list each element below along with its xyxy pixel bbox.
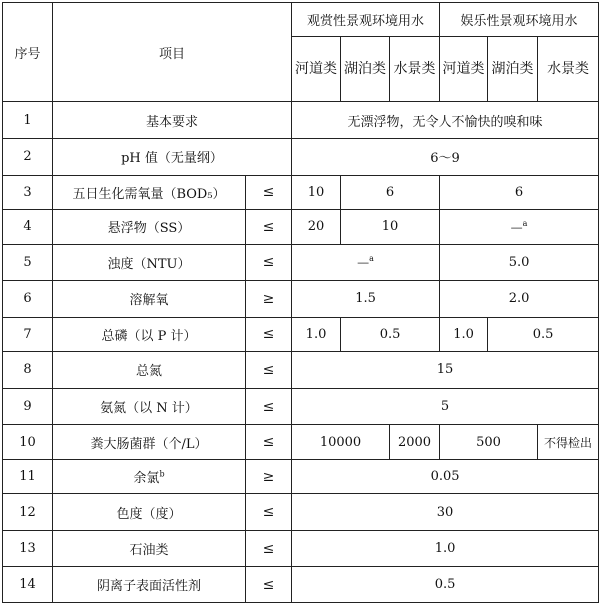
row-item: 溶解氧	[53, 281, 246, 318]
row-item	[53, 459, 246, 494]
row-item: 五日生化需氧量（BOD₅）	[53, 175, 246, 210]
row-value: 1.5	[292, 281, 440, 318]
row-operator: ≤	[246, 567, 292, 603]
row-operator: ≤	[246, 317, 292, 352]
row-number: 13	[3, 530, 53, 567]
header-sub-river-1: 河道类	[292, 36, 341, 102]
row-number: 7	[3, 317, 53, 352]
row-value: 无漂浮物，无令人不愉快的嗅和味	[292, 102, 599, 139]
header-item: 项目	[53, 3, 292, 102]
row-item: 氨氮（以 N 计）	[53, 388, 246, 425]
row-value: 1.0	[292, 530, 599, 567]
row-operator: ≤	[246, 530, 292, 567]
row-number: 12	[3, 494, 53, 531]
row-value: 6	[440, 175, 599, 210]
row-number: 6	[3, 281, 53, 318]
row-item: 阴离子表面活性剂	[53, 567, 246, 603]
table-row	[3, 244, 599, 281]
table-row	[3, 139, 599, 176]
row-value: 6	[341, 175, 440, 210]
table-row	[3, 425, 599, 460]
row-value: 30	[292, 494, 599, 531]
dash-mark: —	[357, 255, 370, 270]
row-number: 11	[3, 459, 53, 494]
row-value: 2000	[390, 425, 440, 460]
row-number: 9	[3, 388, 53, 425]
row-value: 5	[292, 388, 599, 425]
row-operator: ≤	[246, 494, 292, 531]
water-quality-table	[2, 2, 599, 603]
row-number: 14	[3, 567, 53, 603]
row-number: 1	[3, 102, 53, 139]
row-number: 3	[3, 175, 53, 210]
row-value: 0.5	[292, 567, 599, 603]
header-sub-lake-1: 湖泊类	[341, 36, 390, 102]
row-operator: ≥	[246, 459, 292, 494]
header-group-ornamental: 观赏性景观环境用水	[292, 3, 440, 37]
row-number: 8	[3, 352, 53, 389]
dash-mark: —	[510, 220, 523, 235]
row-value: 0.5	[488, 317, 599, 352]
row-operator: ≤	[246, 244, 292, 281]
row-value: 2.0	[440, 281, 599, 318]
row-number: 4	[3, 210, 53, 245]
row-number: 2	[3, 139, 53, 176]
row-value: 1.0	[292, 317, 341, 352]
row-operator: ≥	[246, 281, 292, 318]
header-sub-lake-2: 湖泊类	[488, 36, 538, 102]
table-row	[3, 210, 599, 245]
header-sub-river-2: 河道类	[440, 36, 488, 102]
row-item: 基本要求	[53, 102, 292, 139]
row-value: 0.05	[292, 459, 599, 494]
row-value	[292, 244, 440, 281]
row-value: 5.0	[440, 244, 599, 281]
header-group-recreational: 娱乐性景观环境用水	[440, 3, 599, 37]
table-row	[3, 494, 599, 531]
footnote-mark: a	[522, 218, 528, 228]
row-item: 悬浮物（SS）	[53, 210, 246, 245]
row-item: 粪大肠菌群（个/L）	[53, 425, 246, 460]
table-row	[3, 317, 599, 352]
row-operator: ≤	[246, 210, 292, 245]
row-item: 石油类	[53, 530, 246, 567]
header-sub-fountain-1: 水景类	[390, 36, 440, 102]
row-value	[440, 210, 599, 245]
row-value: 10000	[292, 425, 390, 460]
row-item: 总氮	[53, 352, 246, 389]
row-number: 10	[3, 425, 53, 460]
table-row	[3, 175, 599, 210]
row-number: 5	[3, 244, 53, 281]
row-item-text: 余氯	[133, 471, 160, 487]
row-item: 总磷（以 P 计）	[53, 317, 246, 352]
row-operator: ≤	[246, 352, 292, 389]
header-seq: 序号	[3, 3, 53, 102]
footnote-mark: b	[159, 469, 165, 479]
row-item: 浊度（NTU）	[53, 244, 246, 281]
row-operator: ≤	[246, 388, 292, 425]
row-value: 15	[292, 352, 599, 389]
row-value: 500	[440, 425, 538, 460]
row-value: 10	[292, 175, 341, 210]
row-value: 不得检出	[538, 425, 599, 460]
footnote-mark: a	[369, 254, 374, 264]
table-row	[3, 567, 599, 603]
header-sub-fountain-2: 水景类	[538, 36, 599, 102]
row-value: 10	[341, 210, 440, 245]
row-item: 色度（度）	[53, 494, 246, 531]
table-row	[3, 102, 599, 139]
row-operator: ≤	[246, 425, 292, 460]
table-row	[3, 352, 599, 389]
row-operator: ≤	[246, 175, 292, 210]
table-row	[3, 530, 599, 567]
row-value: 6～9	[292, 139, 599, 176]
row-item: pH 值（无量纲）	[53, 139, 292, 176]
row-value: 0.5	[341, 317, 440, 352]
table-row	[3, 459, 599, 494]
row-value: 1.0	[440, 317, 488, 352]
table-row	[3, 388, 599, 425]
table-row	[3, 281, 599, 318]
row-value: 20	[292, 210, 341, 245]
